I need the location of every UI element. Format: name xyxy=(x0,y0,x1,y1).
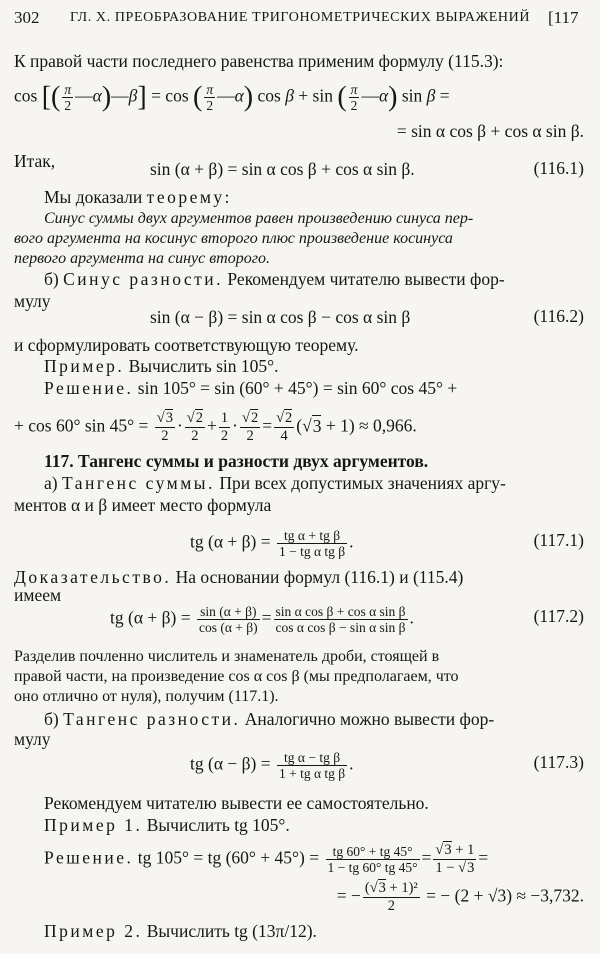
example1-text: Вычислить tg 105°. xyxy=(146,815,290,835)
intro-line: К правой части последнего равенства применим формулу (115.3): xyxy=(14,51,504,71)
equation-117-3: tg (α − β) = $\frac{\text{tg α − tg β}}{\text{1 + tg α tg β}}$ . xyxy=(190,750,354,781)
eq-117-2-den-1: cos (α + β) xyxy=(198,620,258,635)
eq-117-2-lhs: tg (α + β) = xyxy=(110,607,191,628)
eq-117-2-den-2: cos α cos β − sin α sin β xyxy=(275,620,406,635)
item-label-b2: б) xyxy=(44,709,59,729)
solution2-start: tg 105° = tg (60° + 45°) = xyxy=(137,847,320,868)
theorem-line-3: первого аргумента на синус второго. xyxy=(14,250,270,267)
recommend-line: Рекомендуем читателю вывести ее самостоятельно. xyxy=(44,793,429,813)
solution2-result: = − (2 + √3) ≈ −3,732. xyxy=(426,885,584,906)
solution2-label: Решение. xyxy=(44,847,134,868)
sine-difference-cont: мулу xyxy=(14,291,51,311)
divide-line-2: правой части, на произведение cos α cos β (мы предполагаем, что xyxy=(14,668,459,685)
page-number: 302 xyxy=(14,8,40,27)
sine-difference-intro xyxy=(44,268,505,290)
sine-difference-title: Синус разности. xyxy=(63,269,224,289)
equation-number-117-1: (117.1) xyxy=(533,530,584,550)
equation-116-2: sin (α − β) = sin α cos β − cos α sin β xyxy=(150,307,411,327)
solution2-line-2: = − $\frac{\text{(√3 + 1)²}}{2}$ = − (2 + √3) ≈ −3,732. xyxy=(336,880,584,914)
example2-text: Вычислить tg (13π/12). xyxy=(146,921,317,941)
tangent-sum-text: При всех допустимых значениях аргу- xyxy=(219,473,506,493)
solution-line xyxy=(44,377,457,399)
divide-line-3: оно отлично от нуля), получим (117.1). xyxy=(14,688,279,705)
proof-cont: имеем xyxy=(14,585,62,605)
tangent-sum-title: Тангенс суммы. xyxy=(61,473,215,493)
solution-line-2: + cos 60° sin 45° = $\frac{√3}{2}$ · $\frac{√2}{2}$ + $\frac{1}{2}$ · $\frac{√2}{2}$ = $\frac{√2}{4}$ (√3 + 1) ≈ 0,966. xyxy=(14,410,417,444)
eq-117-3-lhs: tg (α − β) = xyxy=(190,753,271,774)
proof-text: На основании формул (116.1) и (115.4) xyxy=(175,567,464,587)
equation-number-116-1: (116.1) xyxy=(533,158,584,178)
divide-line-1: Разделив почленно числитель и знаменатель дроби, стоящей в xyxy=(14,648,440,665)
equation-number-117-2: (117.2) xyxy=(533,606,584,626)
example2-label: Пример 2. xyxy=(44,921,143,941)
proved-line xyxy=(44,186,232,208)
tangent-difference-title: Тангенс разности. xyxy=(63,709,241,729)
tangent-sum-intro xyxy=(44,472,506,494)
eq-117-2-num-2: sin α cos β + cos α sin β xyxy=(275,604,406,619)
equation-number-116-2: (116.2) xyxy=(533,306,584,326)
equation-116-1: sin (α + β) = sin α cos β + cos α sin β. xyxy=(150,159,415,179)
eq-117-1-denominator: 1 − tg α tg β xyxy=(278,544,346,559)
section-ref: [117 xyxy=(548,8,579,27)
eq-117-2-num-1: sin (α + β) xyxy=(197,604,260,620)
example-text: Вычислить sin 105°. xyxy=(128,356,279,376)
proved-word: теорему: xyxy=(146,187,232,207)
tangent-difference-cont: мулу xyxy=(14,729,51,749)
equation-117-2: tg (α + β) = $\frac{\sin (\alpha + \beta)}{\cos (\alpha + \beta)}$ = $\frac{\text{sin α cos β + cos α sin β}}{\text{cos α cos β − sin α sin β}}$ . xyxy=(110,604,414,635)
proved-lead: Мы доказали xyxy=(44,187,143,207)
item-label-a: а) xyxy=(44,473,58,493)
example-label: Пример. xyxy=(44,356,125,376)
proof-line xyxy=(14,566,463,588)
solution-text: sin 105° = sin (60° + 45°) = sin 60° cos 45° + xyxy=(137,378,458,398)
eq-117-1-lhs: tg (α + β) = xyxy=(190,531,271,552)
equation-117-1: tg (α + β) = $\frac{\text{tg α + tg β}}{\text{1 − tg α tg β}}$ . xyxy=(190,528,354,559)
proof-label: Доказательство. xyxy=(14,567,172,587)
solution2-num: tg 60° + tg 45° xyxy=(326,844,420,860)
eq-117-3-numerator: tg α − tg β xyxy=(277,750,347,766)
item-label-b: б) xyxy=(44,269,59,289)
solution2-line: Решение. tg 105° = tg (60° + 45°) = $\frac{tg 60^\circ + tg 45^\circ}{1 - tg 60^\circ tg 45^\circ}$ = $\frac{√3 + 1}{1 - √3}$ = xyxy=(44,842,489,876)
example2-line xyxy=(44,920,317,942)
formulate-line: и сформулировать соответствующую теорему. xyxy=(14,335,359,355)
solution-line2-start: + cos 60° sin 45° = xyxy=(14,415,149,436)
formula-rhs: = sin α cos β + cos α sin β. xyxy=(396,121,584,141)
tangent-sum-cont: ментов α и β имеет место формула xyxy=(14,495,272,515)
example1-line xyxy=(44,814,290,836)
eq-117-3-denominator: 1 + tg α tg β xyxy=(278,766,346,781)
running-title: ГЛ. X. ПРЕОБРАЗОВАНИЕ ТРИГОНОМЕТРИЧЕСКИХ ВЫРАЖЕНИЙ xyxy=(70,10,531,25)
tangent-difference-text: Аналогично можно вывести фор- xyxy=(244,709,495,729)
sine-difference-text: Рекомендуем читателю вывести фор- xyxy=(227,269,505,289)
theorem-line-2: вого аргумента на косинус второго плюс произведение косинуса xyxy=(14,230,453,247)
solution-result: ≈ 0,966. xyxy=(359,415,417,436)
eq-117-1-numerator: tg α + tg β xyxy=(277,528,347,544)
formula-115-3-applied: cos [( $\frac{\pi}{2}$ —α)—β] = cos ( $\frac{\pi}{2}$ —α) cos β + sin ( $\frac{\pi}{2}$ —α) sin β = xyxy=(14,81,450,113)
solution-label: Решение. xyxy=(44,378,134,398)
itak-word: Итак, xyxy=(14,151,56,171)
equation-number-117-3: (117.3) xyxy=(533,752,584,772)
example-line xyxy=(44,355,279,377)
solution2-den: 1 − tg 60° tg 45° xyxy=(327,860,418,875)
theorem-line-1: Синус суммы двух аргументов равен произведению синуса пер- xyxy=(44,210,474,227)
tangent-difference-intro xyxy=(44,708,494,730)
section-heading: 117. Тангенс суммы и разности двух аргументов. xyxy=(44,451,429,471)
example1-label: Пример 1. xyxy=(44,815,143,835)
